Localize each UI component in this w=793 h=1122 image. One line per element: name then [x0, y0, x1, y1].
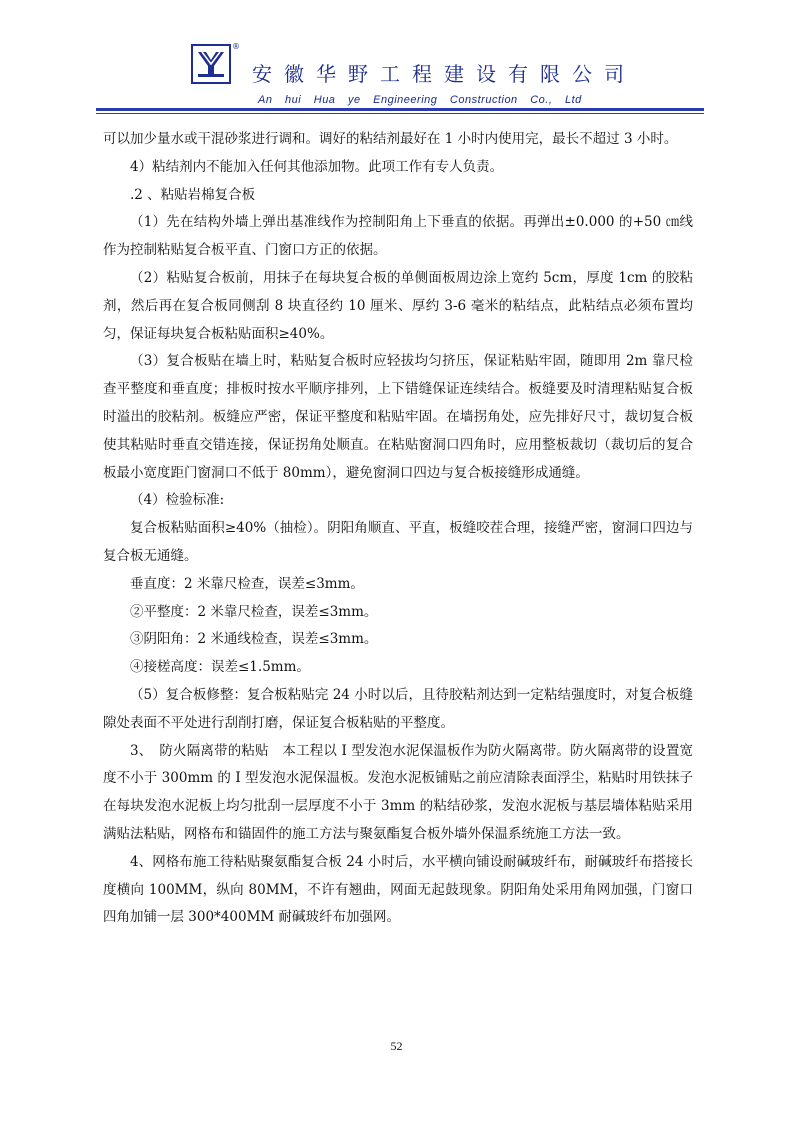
header-rule-thin	[96, 113, 704, 114]
page-header	[0, 0, 793, 110]
paragraph-board-trimming: （5）复合板修整：复合板粘贴完 24 小时以后，且待胶粘剂达到一定粘结强度时，对复合板缝隙处表面不平处进行刮削打磨，保证复合板粘贴的平整度。	[103, 686, 693, 731]
registered-mark: ®	[232, 42, 240, 51]
section-heading-rockwool-board: .2 、粘贴岩棉复合板	[130, 186, 256, 203]
paragraph-inspection-heading: （4）检验标准:	[130, 492, 225, 509]
page-number: 52	[390, 1039, 403, 1053]
company-name-english: An hui Hua ye Engineering Construction Co., Ltd	[258, 94, 582, 106]
inspection-item-corners: ③阴阳角：2 米通线检查，误差≤3mm。	[130, 631, 378, 648]
paragraph-board-installation: （3）复合板贴在墙上时，粘贴复合板时应轻拔均匀挤压，保证粘贴牢固，随即用 2m 靠尺检查平整度和垂直度；排板时按水平顺序排列，上下错缝保证连续结合。板缝要及时清理粘贴复合板时溢出的胶粘剂。板缝应严密，保证平整度和粘贴牢固。在墙拐角处，应先排好尺寸，裁切复合板使其粘贴时垂直交错连接，保证拐角处顺直。在粘贴窗洞口四角时，应用整板裁切（裁切后的复合板最小宽度距门窗洞口不低于 80mm），避免窗洞口四边与复合板接缝形成通缝。	[103, 353, 693, 481]
inspection-item-verticality: 垂直度：2 米靠尺检查，误差≤3mm。	[130, 575, 364, 592]
document-body	[103, 126, 693, 932]
paragraph-fire-barrier: 3、 防火隔离带的粘贴 本工程以 I 型发泡水泥保温板作为防火隔离带。防火隔离带的设置宽度不小于 300mm 的 I 型发泡水泥保温板。发泡水泥板铺贴之前应清除表面浮尘，粘贴时用铁抹子在每块发泡水泥板上均匀批刮一层厚度不小于 3mm 的粘结砂浆，发泡水泥板与基层墙体粘贴采用满贴法粘贴，网格布和锚固件的施工方法与聚氨酯复合板外墙外保温系统施工方法一致。	[103, 742, 693, 842]
paragraph-baseline: （1）先在结构外墙上弹出基准线作为控制阳角上下垂直的依据。再弹出±0.000 的+50 ㎝线作为控制粘贴复合板平直、门窗口方正的依据。	[103, 214, 693, 259]
paragraph-mesh-installation: 4、网格布施工待粘贴聚氨酯复合板 24 小时后，水平横向铺设耐碱玻纤布，耐碱玻纤布搭接长度横向 100MM，纵向 80MM，不许有翘曲，网面无起鼓现象。阴阳角处采用角网加强，门窗口四角加铺一层 300*400MM 耐碱玻纤布加强网。	[103, 853, 693, 926]
company-logo-icon	[191, 44, 231, 84]
inspection-item-flatness: ②平整度：2 米靠尺检查，误差≤3mm。	[130, 603, 378, 620]
company-name-chinese: 安徽华野工程建设有限公司	[252, 62, 636, 86]
header-rule-thick	[96, 108, 704, 111]
paragraph-mortar-mixing: 可以加少量水或干混砂浆进行调和。调好的粘结剂最好在 1 小时内使用完，最长不超过 3 小时。	[103, 131, 678, 147]
paragraph-inspection-area: 复合板粘贴面积≥40%（抽检）。阴阳角顺直、平直，板缝咬茬合理，接缝严密，窗洞口四边与复合板无通缝。	[103, 520, 693, 564]
inspection-item-joint-height: ④接槎高度：误差≤1.5mm。	[130, 659, 310, 676]
paragraph-no-additives: 4）粘结剂内不能加入任何其他添加物。此项工作有专人负责。	[130, 158, 504, 175]
paragraph-adhesive-application: （2）粘贴复合板前，用抹子在每块复合板的单侧面板周边涂上宽约 5cm，厚度 1cm 的胶粘剂，然后再在复合板同侧刮 8 块直径约 10 厘米、厚约 3-6 毫米的粘结点，此粘结点必须布置均匀，保证每块复合板粘贴面积≥40%。	[103, 269, 693, 342]
